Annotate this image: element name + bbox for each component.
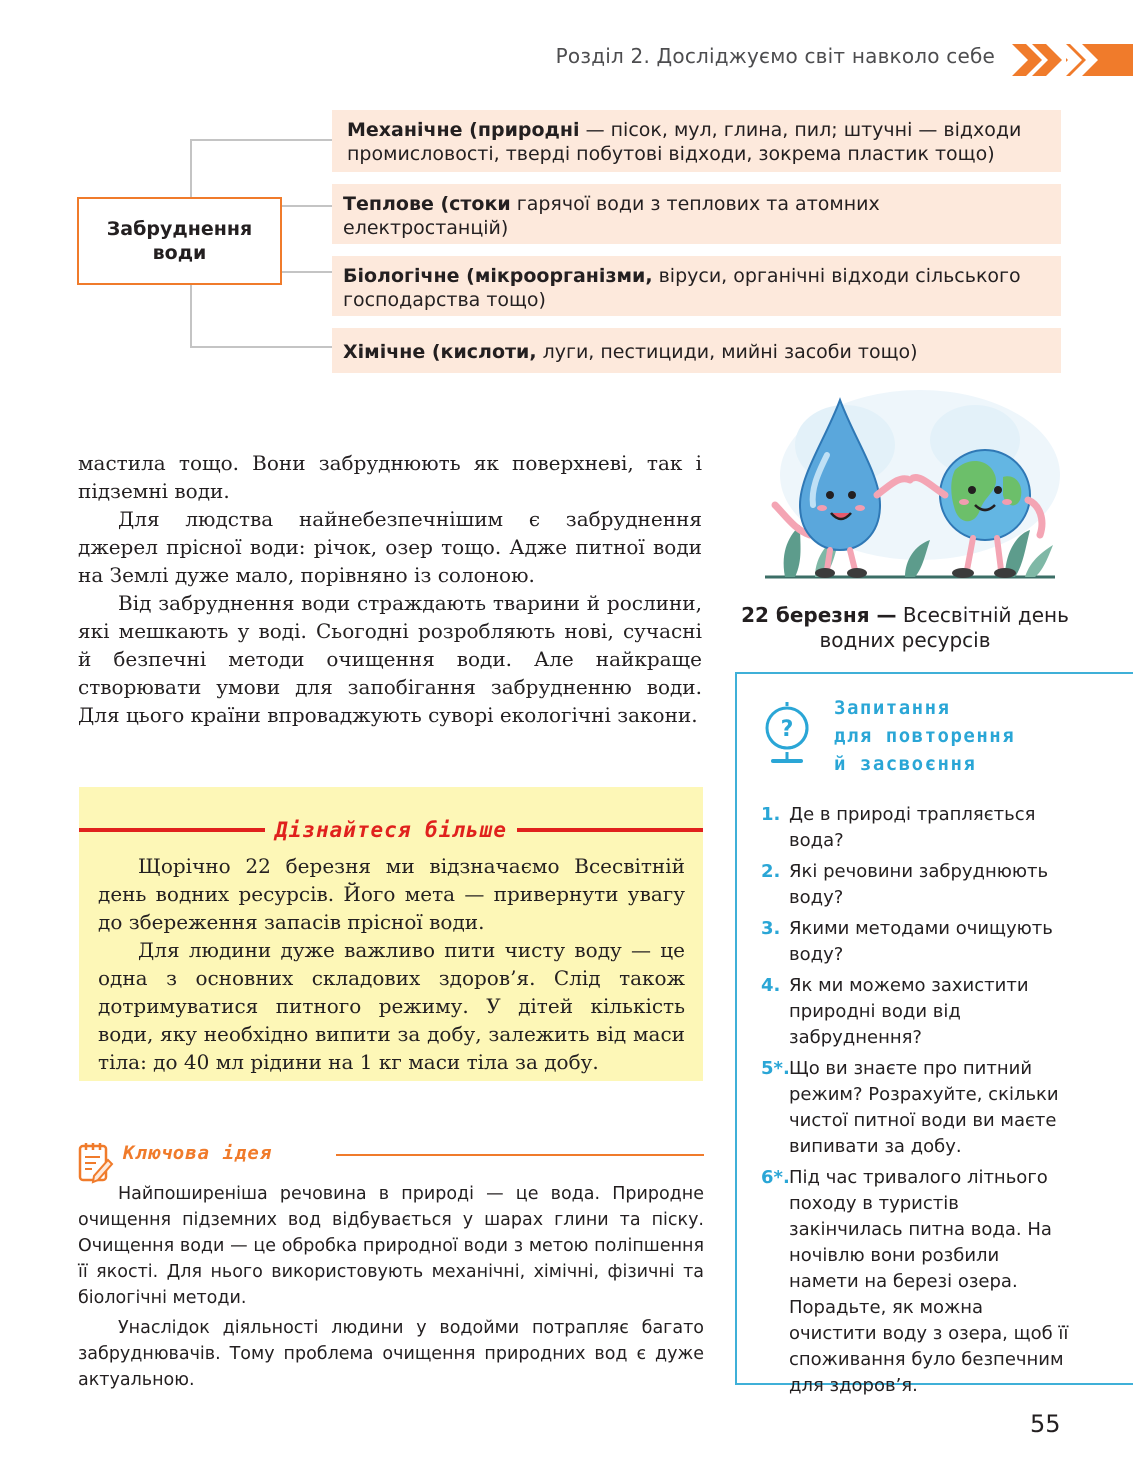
svg-text:?: ?	[780, 717, 794, 742]
key-idea-header	[78, 1140, 704, 1184]
paragraph: Унаслідок діяльності людини у водойми потрапляє багато забруднювачів. Тому проблема очищення природних вод є дуже актуальною.	[78, 1318, 704, 1390]
questions-list	[761, 802, 1071, 1404]
question-item: 1. Де в природі трапляється вода?	[761, 804, 1036, 851]
chapter-title: Розділ 2. Досліджуємо світ навколо себе	[555, 44, 995, 68]
notepad-pencil-icon	[78, 1140, 114, 1184]
learn-more-box	[79, 787, 703, 1081]
question-item: 4. Як ми можемо захистити природні води від забруднення?	[761, 975, 1029, 1048]
paragraph: Найпоширеніша речовина в природі — це вода. Природне очищення підземних вод відбувається у шарах глини та піску. Очищення води — це обробка природної води з метою поліпшення її якості. Для нього використовують механічні, хімічні, фізичні та біологічні методи.	[78, 1184, 704, 1308]
chevrons-icon	[1012, 44, 1133, 76]
key-idea-title: Ключова ідея	[123, 1142, 273, 1164]
paragraph: Для людини дуже важливо пити чисту воду — це одна з основних складових здоров’я. Слід також дотримуватися питного режиму. У дітей кількість води, яку необхідно випити за добу, залежить від маси тіла: до 40 мл рідини на 1 кг маси тіла за добу.	[98, 938, 685, 1074]
key-idea-text	[78, 1181, 704, 1397]
diagram-item-chemical: Хімічне (кислоти, луги, пестициди, мийні засоби тощо)	[332, 328, 1061, 373]
globe-question-icon	[761, 698, 815, 768]
paragraph: Щорічно 22 березня ми відзначаємо Всесвітній день водних ресурсів. Його мета — привернути увагу до збереження запасів прісної води.	[98, 854, 685, 934]
questions-title: Запитання для повторення й засвоєння	[834, 697, 1016, 775]
main-text	[78, 449, 702, 729]
page-number: 55	[1030, 1410, 1061, 1438]
question-item: 5*. Що ви знаєте про питний режим? Розрахуйте, скільки чистої питної води ви маєте випивати за добу.	[761, 1058, 1059, 1157]
diagram-item-thermal: Теплове (стоки гарячої води з теплових та атомних електростанцій)	[332, 184, 1061, 244]
paragraph: мастила тощо. Вони забруднюють як поверхневі, так і підземні води.	[78, 451, 702, 503]
paragraph: Для людства найнебезпечнішим є забруднення джерел прісної води: річок, озер тощо. Адже питної води на Землі дуже мало, порівняно із солоною.	[78, 507, 702, 587]
question-item: 3. Якими методами очищують воду?	[761, 918, 1053, 965]
diagram-item-mechanical: Механічне (природні — пісок, мул, глина, пил; штучні — відходи промисловості, тверді побутові відходи, зокрема пластик тощо)	[332, 110, 1061, 172]
question-item: 6*. Під час тривалого літнього походу в туристів закінчилась питна вода. На ночівлю вони розбили намети на березі озера. Порадьте, як можна очистити воду з озера, щоб її споживання було безпечним для здоров’я.	[761, 1167, 1069, 1396]
questions-box	[735, 672, 1133, 1396]
question-item: 2. Які речовини забруднюють воду?	[761, 861, 1049, 908]
illustration-caption: 22 березня — Всесвітній день водних ресурсів	[741, 603, 1069, 652]
water-drop-earth-illustration	[755, 385, 1063, 585]
paragraph: Від забруднення води страждають тварини й рослини, які мешкають у воді. Сьогодні розробляють нові, сучасні й безпечні методи очищення води. Але найкраще створювати умови для запобігання забрудненню води. Для цього країни впроваджують суворі екологічні закони.	[78, 591, 702, 727]
diagram-root: Забруднення води	[77, 197, 282, 285]
learn-more-title: Дізнайтеся більше	[275, 818, 507, 842]
diagram-item-biological: Біологічне (мікроорганізми, віруси, органічні відходи сільського господарства тощо)	[332, 256, 1061, 316]
